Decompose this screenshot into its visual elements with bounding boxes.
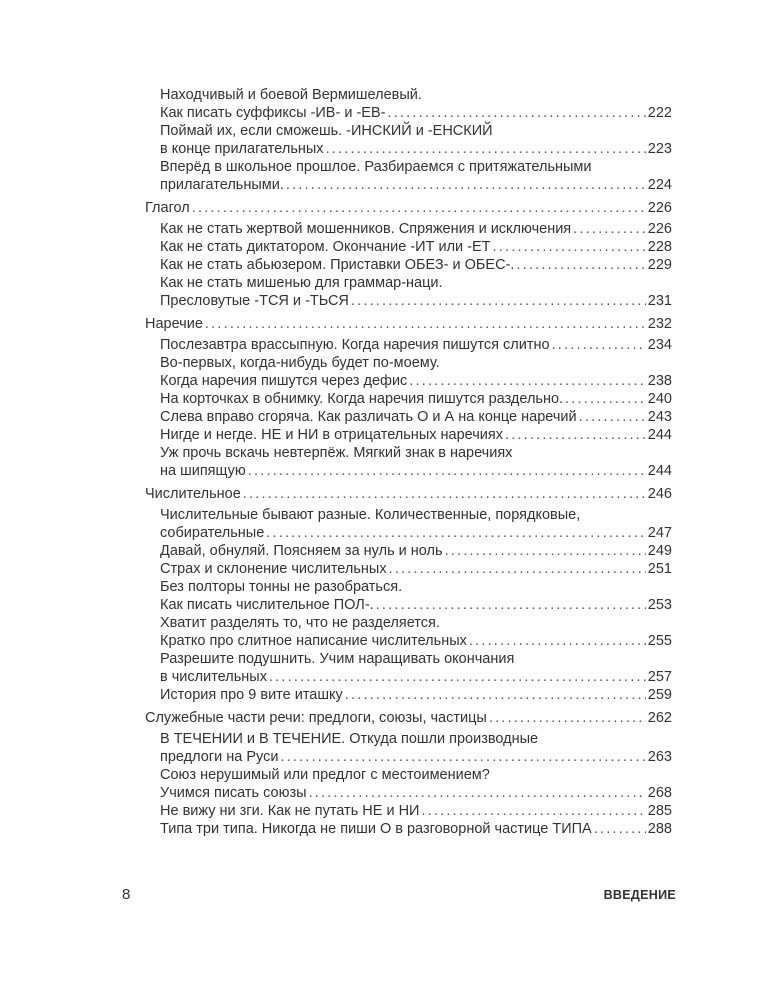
toc-entry[interactable]	[145, 238, 672, 256]
entry-title: Страх и склонение числительных	[160, 561, 387, 577]
entry-page: 288	[647, 821, 672, 837]
entry-title: На корточках в обнимку. Когда наречия пишутся раздельно.	[160, 391, 564, 407]
entry-page: 285	[647, 803, 672, 819]
section-line	[145, 199, 672, 217]
entry-page: 255	[647, 633, 672, 649]
toc-entry[interactable]	[145, 506, 672, 542]
toc-entry[interactable]	[145, 820, 672, 838]
entry-line	[160, 748, 672, 766]
dot-leader	[445, 542, 646, 560]
toc-entry[interactable]	[145, 256, 672, 274]
entry-page: 240	[647, 391, 672, 407]
section-line	[145, 315, 672, 333]
entry-title-line: Числительные бывают разные. Количественные, порядковые,	[160, 507, 581, 523]
entry-line	[160, 820, 672, 838]
dot-leader	[389, 560, 646, 578]
dot-leader	[286, 176, 646, 194]
toc-section	[145, 709, 672, 838]
entry-page: 231	[647, 293, 672, 309]
entry-page: 268	[647, 785, 672, 801]
entry-line	[160, 408, 672, 426]
dot-leader	[573, 220, 646, 238]
entry-title: История про 9 вите иташку	[160, 687, 343, 703]
entry-page: 229	[647, 257, 672, 273]
entry-title-line: Разрешите подушнить. Учим наращивать окончания	[160, 651, 515, 667]
entry-line	[160, 220, 672, 238]
entry-page: 223	[647, 141, 672, 157]
entry-title: Типа три типа. Никогда не пиши О в разговорной частице ТИПА	[160, 821, 592, 837]
entry-title-line: Уж прочь вскачь невтерпёж. Мягкий знак в наречиях	[160, 445, 513, 461]
toc-entry[interactable]	[145, 86, 672, 122]
entry-line	[160, 462, 672, 480]
entry-page: 244	[647, 427, 672, 443]
toc-entry[interactable]	[145, 122, 672, 158]
dot-leader	[345, 686, 646, 704]
dot-leader	[280, 748, 645, 766]
toc-entry[interactable]	[145, 220, 672, 238]
entry-page: 238	[647, 373, 672, 389]
entry-line	[160, 686, 672, 704]
dot-leader	[387, 104, 645, 122]
dot-leader	[493, 238, 646, 256]
toc-entry[interactable]	[145, 614, 672, 650]
entry-line	[160, 372, 672, 390]
entry-title-line: Хватит разделять то, что не разделяется.	[160, 615, 440, 631]
entry-title: Как не стать абьюзером. Приставки ОБЕЗ- и ОБЕС-.	[160, 257, 515, 273]
toc-entry[interactable]	[145, 274, 672, 310]
toc-entry[interactable]	[145, 336, 672, 354]
section-line	[145, 485, 672, 503]
dot-leader	[269, 668, 646, 686]
dot-leader	[421, 802, 645, 820]
entry-title-line: В ТЕЧЕНИИ и В ТЕЧЕНИЕ. Откуда пошли производные	[160, 731, 539, 747]
toc-section-heading[interactable]	[145, 709, 672, 727]
toc-entry[interactable]	[145, 686, 672, 704]
section-page: 226	[647, 200, 672, 216]
dot-leader	[351, 292, 646, 310]
dot-leader	[243, 485, 646, 503]
section-title: Служебные части речи: предлоги, союзы, частицы	[145, 710, 487, 726]
page-number: 8	[122, 886, 131, 903]
toc-entry[interactable]	[145, 802, 672, 820]
entry-line	[160, 336, 672, 354]
entry-line	[160, 176, 672, 194]
entry-line	[160, 292, 672, 310]
dot-leader	[309, 784, 646, 802]
dot-leader	[516, 256, 645, 274]
entry-line	[160, 390, 672, 408]
entry-page: 253	[647, 597, 672, 613]
entry-title-line: Как не стать мишенью для граммар-наци.	[160, 275, 443, 291]
toc-entry[interactable]	[145, 730, 672, 766]
entry-title: собирательные	[160, 525, 265, 541]
toc-entry[interactable]	[145, 444, 672, 480]
entry-title: Давай, обнуляй. Поясняем за нуль и ноль	[160, 543, 443, 559]
section-page: 232	[647, 316, 672, 332]
entry-title-line: Во-первых, когда-нибудь будет по-моему.	[160, 355, 440, 371]
toc-entry[interactable]	[145, 426, 672, 444]
dot-leader	[579, 408, 646, 426]
entry-line	[160, 596, 672, 614]
entry-title: Когда наречия пишутся через дефис	[160, 373, 408, 389]
entry-title: прилагательными.	[160, 177, 284, 193]
dot-leader	[409, 372, 645, 390]
section-line	[145, 709, 672, 727]
entry-title-line: Вперёд в школьное прошлое. Разбираемся с притяжательными	[160, 159, 592, 175]
toc-entry[interactable]	[145, 408, 672, 426]
entry-page: 249	[647, 543, 672, 559]
toc-entry[interactable]	[145, 390, 672, 408]
dot-leader	[594, 820, 646, 838]
toc-entry[interactable]	[145, 560, 672, 578]
entry-title: Как не стать диктатором. Окончание -ИТ или -ЕТ	[160, 239, 491, 255]
entry-line	[160, 802, 672, 820]
entry-page: 243	[647, 409, 672, 425]
entry-title: Слева вправо сгоряча. Как различать О и А на конце наречий	[160, 409, 577, 425]
dot-leader	[565, 390, 646, 408]
entry-title: Как писать суффиксы -ИВ- и -ЕВ-	[160, 105, 386, 121]
entry-line	[160, 668, 672, 686]
entry-title: Учимся писать союзы	[160, 785, 307, 801]
table-of-contents	[145, 86, 672, 838]
toc-entry[interactable]	[145, 766, 672, 802]
entry-line	[160, 426, 672, 444]
entry-page: 244	[647, 463, 672, 479]
entry-title: Кратко про слитное написание числительных	[160, 633, 467, 649]
dot-leader	[266, 524, 646, 542]
toc-section	[145, 199, 672, 310]
toc-entry[interactable]	[145, 578, 672, 614]
entry-title: в конце прилагательных	[160, 141, 324, 157]
toc-entry[interactable]	[145, 158, 672, 194]
entry-page: 224	[647, 177, 672, 193]
toc-section	[145, 485, 672, 704]
toc-section-heading[interactable]	[145, 315, 672, 333]
entry-line	[160, 542, 672, 560]
toc-section-heading[interactable]	[145, 199, 672, 217]
dot-leader	[552, 336, 646, 354]
entry-line	[160, 238, 672, 256]
entry-line	[160, 784, 672, 802]
entry-page: 226	[647, 221, 672, 237]
entry-title-line: Союз нерушимый или предлог с местоимением?	[160, 767, 490, 783]
entry-title: в числительных	[160, 669, 267, 685]
entry-page: 222	[647, 105, 672, 121]
entry-title-line: Поймай их, если сможешь. -ИНСКИЙ и -ЕНСКИЙ	[160, 123, 493, 139]
entry-line	[160, 560, 672, 578]
running-head: ВВЕДЕНИЕ	[603, 888, 676, 902]
dot-leader	[205, 315, 646, 333]
entry-page: 251	[647, 561, 672, 577]
entry-title: Не вижу ни зги. Как не путать НЕ и НИ	[160, 803, 420, 819]
entry-page: 257	[647, 669, 672, 685]
dot-leader	[248, 462, 646, 480]
entry-title: Пресловутые -ТСЯ и -ТЬСЯ	[160, 293, 349, 309]
section-title: Глагол	[145, 200, 190, 216]
dot-leader	[376, 596, 646, 614]
entry-page: 263	[647, 749, 672, 765]
entry-title: Как писать числительное ПОЛ-.	[160, 597, 374, 613]
toc-entry[interactable]	[145, 354, 672, 390]
entry-title: предлоги на Руси	[160, 749, 279, 765]
dot-leader	[469, 632, 646, 650]
dot-leader	[505, 426, 646, 444]
toc-section	[145, 315, 672, 480]
entry-page: 247	[647, 525, 672, 541]
entry-title: Послезавтра врассыпную. Когда наречия пишутся слитно	[160, 337, 550, 353]
entry-page: 228	[647, 239, 672, 255]
entry-title-line: Находчивый и боевой Вермишелевый.	[160, 87, 422, 103]
entry-page: 234	[647, 337, 672, 353]
section-title: Наречие	[145, 316, 203, 332]
entry-line	[160, 104, 672, 122]
dot-leader	[192, 199, 646, 217]
entry-line	[160, 632, 672, 650]
section-title: Числительное	[145, 486, 241, 502]
dot-leader	[326, 140, 646, 158]
entry-title: Нигде и негде. НЕ и НИ в отрицательных наречиях	[160, 427, 503, 443]
entry-title-line: Без полторы тонны не разобраться.	[160, 579, 403, 595]
entry-line	[160, 140, 672, 158]
dot-leader	[489, 709, 646, 727]
toc-section	[145, 86, 672, 194]
entry-line	[160, 524, 672, 542]
toc-entry[interactable]	[145, 542, 672, 560]
section-page: 262	[647, 710, 672, 726]
entry-title: Как не стать жертвой мошенников. Спряжения и исключения	[160, 221, 572, 237]
entry-title: на шипящую	[160, 463, 246, 479]
toc-entry[interactable]	[145, 650, 672, 686]
toc-section-heading[interactable]	[145, 485, 672, 503]
section-page: 246	[647, 486, 672, 502]
entry-line	[160, 256, 672, 274]
entry-page: 259	[647, 687, 672, 703]
